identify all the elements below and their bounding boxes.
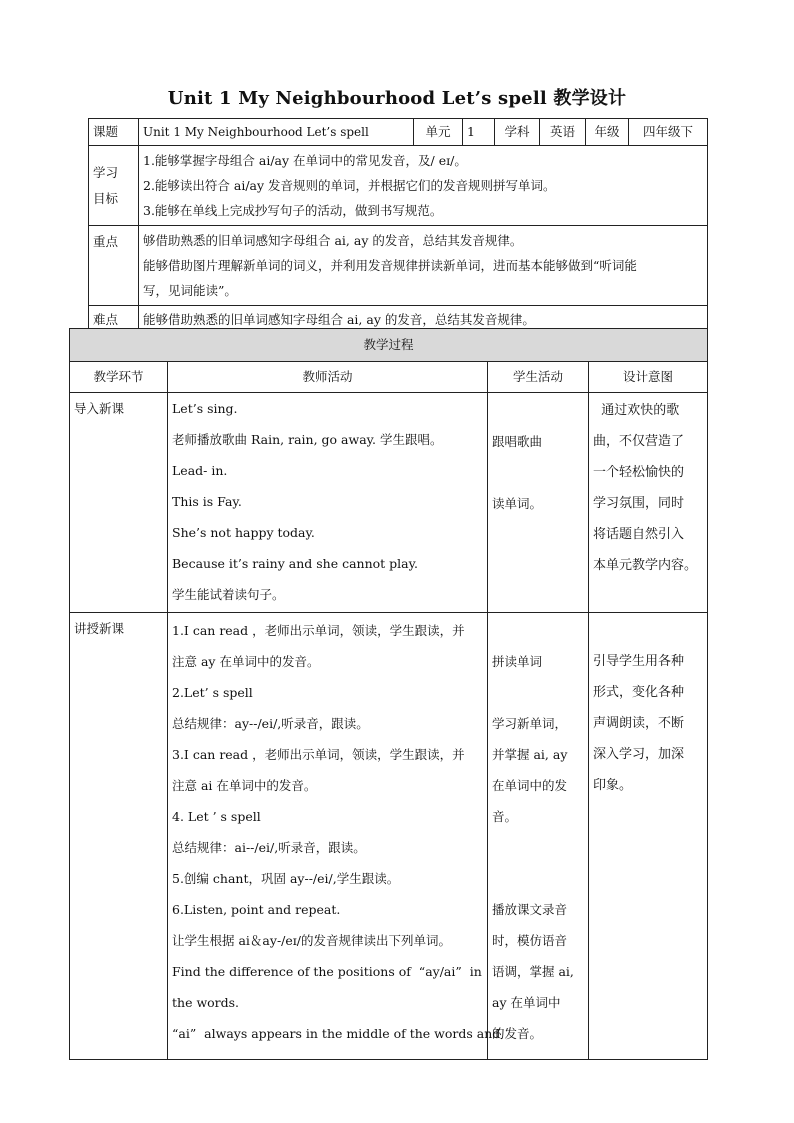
teacher-line: 1.I can read ，老师出示单词，领读，学生跟读，并: [172, 623, 465, 638]
design-line: 将话题自然引入: [593, 527, 685, 542]
student-line: [492, 395, 584, 426]
col-header-teacher: 教师活动: [168, 362, 488, 393]
info-table: [88, 118, 708, 335]
key-point-2: 能够借助图片理解新单词的词义，并利用发音规律拼读新单词，进而基本能够做到“听词能: [143, 258, 637, 273]
key-point-1: 够借助熟悉的旧单词感知字母组合 ai, ay 的发音，总结其发音规律。: [143, 233, 523, 248]
student-line: 音。: [492, 809, 518, 824]
col-header-student: 学生活动: [488, 362, 589, 393]
teacher-line: Let’s sing.: [172, 401, 238, 416]
design-intent-cell: [589, 393, 708, 613]
topic-value: Unit 1 My Neighbourhood Let’s spell: [139, 119, 414, 146]
teacher-line: 总结规律：ai--/ei/,听录音，跟读。: [172, 840, 366, 855]
stage-cell: 导入新课: [70, 393, 168, 613]
student-line: [492, 677, 584, 708]
teacher-line: Lead- in.: [172, 463, 228, 478]
grade-label: 年级: [586, 119, 629, 146]
teacher-line: 5.创编 chant，巩固 ay--/ei/,学生跟读。: [172, 871, 400, 886]
unit-label: 单元: [414, 119, 463, 146]
document-title: Unit 1 My Neighbourhood Let’s spell 教学设计: [167, 88, 627, 109]
design-line: 学习氛围，同时: [593, 496, 685, 511]
stage-cell: 讲授新课: [70, 613, 168, 1060]
teacher-line: She’s not happy today.: [172, 525, 315, 540]
teacher-line: 老师播放歌曲 Rain, rain, go away. 学生跟唱。: [172, 432, 443, 447]
teacher-line: 4. Let ’ s spell: [172, 809, 261, 824]
design-line: 深入学习，加深: [593, 747, 685, 762]
student-line: 读单词。: [492, 496, 543, 511]
col-header-design: 设计意图: [589, 362, 708, 393]
student-activity-cell: [488, 613, 589, 1060]
teacher-line: 注意 ay 在单词中的发音。: [172, 654, 320, 669]
design-line: [593, 615, 703, 646]
student-line: 学习新单词，: [492, 716, 568, 731]
key-content: [139, 226, 708, 306]
teacher-line: This is Fay.: [172, 494, 242, 509]
teacher-line: the words.: [172, 995, 240, 1010]
design-line: 声调朗读，不断: [593, 716, 685, 731]
teacher-activity-cell: [168, 393, 488, 613]
table-row: [70, 393, 708, 613]
student-line: 在单词中的发: [492, 778, 568, 793]
teacher-line: 让学生根据 ai＆ay-/eɪ/的发音规律读出下列单词。: [172, 933, 451, 948]
teacher-line: 学生能试着读句子。: [172, 587, 285, 602]
design-line: 本单元教学内容。: [593, 558, 698, 573]
design-intent-cell: [589, 613, 708, 1060]
teacher-line: 总结规律：ay--/ei/,听录音，跟读。: [172, 716, 369, 731]
goal-3: 3.能够在单线上完成抄写句子的活动，做到书写规范。: [143, 203, 443, 218]
design-line: 一个轻松愉快的: [593, 465, 685, 480]
student-line: 的发音。: [492, 1026, 543, 1041]
student-activity-cell: [488, 393, 589, 613]
student-line: [492, 863, 584, 894]
goals-label-line-1: 学习: [93, 164, 119, 180]
teacher-line: 3.I can read ，老师出示单词，领读，学生跟读，并: [172, 747, 465, 762]
subject-value: 英语: [540, 119, 586, 146]
design-line: 引导学生用各种: [593, 654, 685, 669]
design-line: 通过欢快的歌: [593, 403, 680, 418]
student-line: [492, 615, 584, 646]
difficult-content: 能够借助熟悉的旧单词感知字母组合 ai, ay 的发音，总结其发音规律。: [139, 306, 708, 335]
teacher-activity-cell: [168, 613, 501, 1060]
goals-label: [89, 146, 139, 226]
goal-1: 1.能够掌握字母组合 ai/ay 在单词中的常见发音，及/ eɪ/。: [143, 153, 467, 168]
col-header-stage: 教学环节: [70, 362, 168, 393]
goal-2: 2.能够读出符合 ai/ay 发音规则的单词，并根据它们的发音规则拼写单词。: [143, 178, 556, 193]
student-line: 并掌握 ai, ay: [492, 747, 568, 762]
teacher-line: 注意 ai 在单词中的发音。: [172, 778, 317, 793]
key-point-3: 写，见词能读”。: [143, 283, 237, 298]
design-line: 形式，变化各种: [593, 685, 685, 700]
design-line: 曲，不仅营造了: [593, 434, 685, 449]
key-label: 重点: [89, 226, 139, 306]
table-row: [70, 613, 708, 1060]
unit-value: 1: [463, 119, 495, 146]
teacher-line: 2.Let’ s spell: [172, 685, 253, 700]
student-line: 跟唱歌曲: [492, 434, 543, 449]
goals-content: [139, 146, 708, 226]
student-line: ay 在单词中: [492, 995, 561, 1010]
teacher-line: 6.Listen, point and repeat.: [172, 902, 341, 917]
teacher-line: Find the difference of the positions of “ay/ai” in: [172, 964, 482, 979]
process-header: 教学过程: [70, 329, 708, 362]
topic-label: 课题: [89, 119, 139, 146]
student-line: 拼读单词: [492, 654, 543, 669]
student-line: 时，模仿语音: [492, 933, 568, 948]
difficult-label: 难点: [89, 306, 139, 335]
teacher-line: Because it’s rainy and she cannot play.: [172, 556, 418, 571]
student-line: [492, 457, 584, 488]
design-line: 印象。: [593, 778, 633, 793]
student-line: 语调，掌握 ai,: [492, 964, 574, 979]
process-table: [69, 328, 708, 1060]
student-line: 播放课文录音: [492, 902, 568, 917]
grade-value: 四年级下: [629, 119, 708, 146]
goals-label-line-2: 目标: [93, 190, 119, 206]
subject-label: 学科: [495, 119, 540, 146]
student-line: [492, 832, 584, 863]
teacher-line: “ai” always appears in the middle of the words and: [172, 1026, 501, 1041]
